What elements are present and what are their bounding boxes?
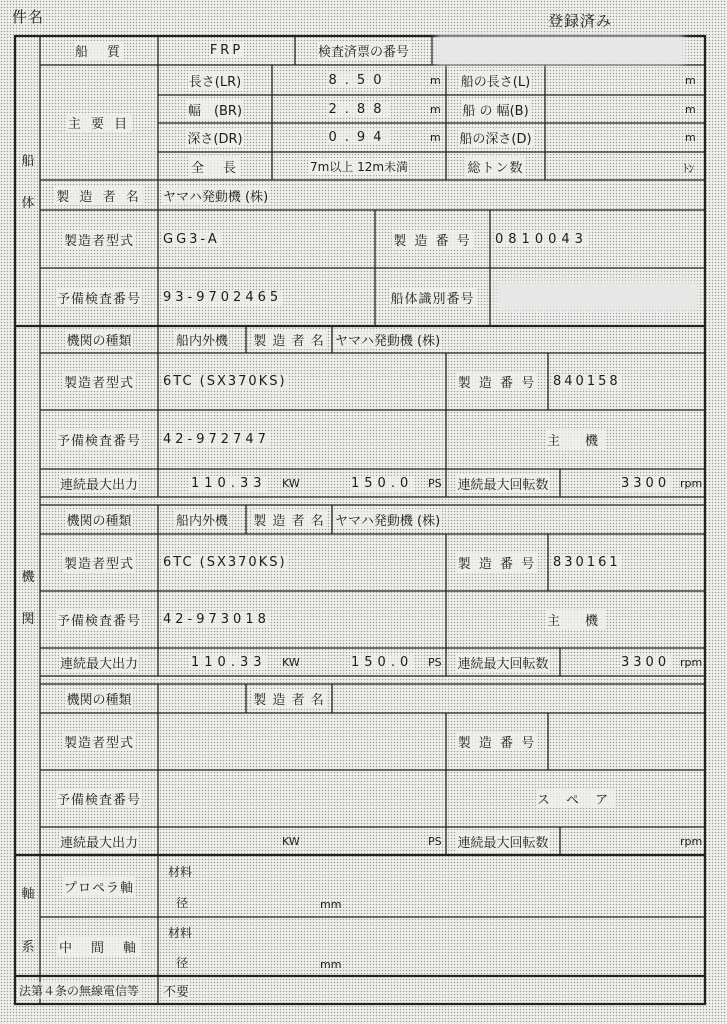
engine3-kw-unit: KW [282,835,300,848]
engine2-type-label: 機関の種類 [40,505,158,534]
hull-serial-value: 0810043 [495,231,588,247]
engine1-model-label: 製造者型式 [40,353,158,410]
section-hull-char-2: 体 [21,196,35,211]
main-dimensions-label: 主 要 目 [40,65,158,180]
section-hull-char-1: 船 [21,154,35,169]
hull-pre-inspection-value: 93-9702465 [163,289,283,305]
engine3-role: ス ペ ア [446,770,705,827]
hull-id-label: 船体識別番号 [375,268,490,326]
radio-equipment-value: 不要 [162,976,242,1004]
engine2-role: 主 機 [446,591,705,648]
engine1-type-value: 船内外機 [158,326,246,353]
engine3-serial-value [552,713,702,770]
engine2-serial-value: 830161 [553,555,621,570]
br-value: 2.88 [328,101,390,117]
engine2-type-value: 船内外機 [158,505,246,534]
engine3-serial-label: 製 造 番 号 [446,713,548,770]
engine2-rpm-value: 3300 [621,654,671,670]
b-unit: m [685,103,696,116]
propeller-diameter-label: 径 [176,896,189,910]
material-value: FRP [209,43,244,58]
d-label: 船の深さ(D) [446,123,545,152]
hull-model-value: GG3-A [163,231,220,247]
engine1-rpm-value: 3300 [621,475,671,491]
overall-length-label: 全 長 [158,152,272,180]
material-label: 船 質 [40,36,158,65]
engine3-rpm-value [620,827,680,855]
engine3-rpm-label: 連続最大回転数 [446,827,560,855]
engine2-pre-inspection-label: 予備検査番号 [40,591,158,648]
engine2-ps-unit: PS [428,656,442,669]
engine1-type-label: 機関の種類 [40,326,158,353]
engine1-ps-value: 150.0 [351,475,414,491]
propeller-material-label: 材料 [168,865,193,879]
propeller-shaft-label: プロペラ軸 [40,855,158,917]
engine1-kw-value: 110.33 [191,475,267,491]
engine3-type-label: 機関の種類 [40,684,158,713]
engine3-kw-value [190,827,290,855]
dr-label: 深さ(DR) [158,123,272,152]
d-unit: m [685,131,696,144]
engine3-maker-value [334,684,534,713]
br-label: 幅 (BR) [158,95,272,123]
engine3-type-value [158,684,246,713]
engine3-ps-value [350,827,430,855]
engine1-model-value: 6TC (SX370KS) [163,374,287,389]
dr-value: 0.94 [328,130,390,145]
engine2-kw-value: 110.33 [191,654,267,670]
lr-unit: m [430,74,441,87]
registration-status: 登録済み [548,12,613,30]
hull-maker-label: 製 造 者 名 [40,180,158,210]
engine1-pre-inspection-value: 42-972747 [163,432,270,447]
tonnage-label: 総トン数 [446,152,545,180]
hull-model-label: 製造者型式 [40,210,158,268]
engine3-model-label: 製造者型式 [40,713,158,770]
engine3-model-value [162,713,422,770]
inspection-cert-label: 検査済票の番号 [295,36,432,65]
engine1-serial-value: 840158 [553,374,621,389]
section-engine-char-1: 機 [21,570,35,585]
engine3-pre-inspection-value [162,770,422,827]
section-engine-char-2: 関 [21,612,35,627]
engine1-role: 主 機 [446,410,705,469]
engine2-pre-inspection-value: 42-973018 [163,612,270,627]
intermediate-diameter-label: 径 [176,956,189,970]
engine3-maker-label: 製 造 者 名 [246,684,332,713]
intermediate-shaft-label: 中 間 軸 [40,917,158,976]
propeller-diameter-unit: mm [320,898,342,911]
engine1-ps-unit: PS [428,477,442,490]
dr-unit: m [430,131,441,144]
intermediate-diameter-unit: mm [320,958,342,971]
engine2-power-label: 連続最大出力 [40,648,158,676]
engine1-maker-label: 製 造 者 名 [246,326,332,353]
engine1-rpm-unit: rpm [680,477,703,490]
engine1-power-label: 連続最大出力 [40,469,158,497]
b-label: 船 の 幅(B) [446,95,545,123]
engine2-rpm-label: 連続最大回転数 [446,648,560,676]
overall-length-value: 7m以上 12m未満 [309,159,409,174]
engine1-maker-value: ヤマハ発動機 (株) [334,326,534,353]
engine1-pre-inspection-label: 予備検査番号 [40,410,158,469]
engine3-ps-unit: PS [428,835,442,848]
lr-label: 長さ(LR) [158,65,272,95]
hull-maker-value: ヤマハ発動機 (株) [162,180,462,210]
intermediate-material-label: 材料 [168,926,193,940]
engine1-kw-unit: KW [282,477,300,490]
engine2-serial-label: 製 造 番 号 [446,534,548,591]
engine3-pre-inspection-label: 予備検査番号 [40,770,158,827]
tonnage-unit: ﾄﾝ [683,162,694,175]
redacted-hull-id [500,285,695,307]
section-shaft-char-2: 系 [21,940,35,955]
engine1-rpm-label: 連続最大回転数 [446,469,560,497]
section-shaft-char-1: 軸 [21,887,35,902]
engine2-rpm-unit: rpm [680,656,703,669]
redacted-inspection-cert [440,40,680,60]
engine2-kw-unit: KW [282,656,300,669]
radio-equipment-label: 法第４条の無線電信等 [19,983,140,998]
lr-value: 8.50 [328,72,390,88]
hull-pre-inspection-label: 予備検査番号 [40,268,158,326]
engine1-serial-label: 製 造 番 号 [446,353,548,410]
engine2-maker-value: ヤマハ発動機 (株) [334,505,534,534]
engine2-model-value: 6TC (SX370KS) [163,555,287,570]
hull-serial-label: 製 造 番 号 [375,210,490,268]
engine2-model-label: 製造者型式 [40,534,158,591]
case-name-label: 件名 [12,8,45,26]
engine2-maker-label: 製 造 者 名 [246,505,332,534]
engine3-power-label: 連続最大出力 [40,827,158,855]
engine3-rpm-unit: rpm [680,835,703,848]
engine2-ps-value: 150.0 [351,654,414,670]
br-unit: m [430,103,441,116]
l-label: 船の長さ(L) [446,65,545,95]
l-unit: m [685,74,696,87]
